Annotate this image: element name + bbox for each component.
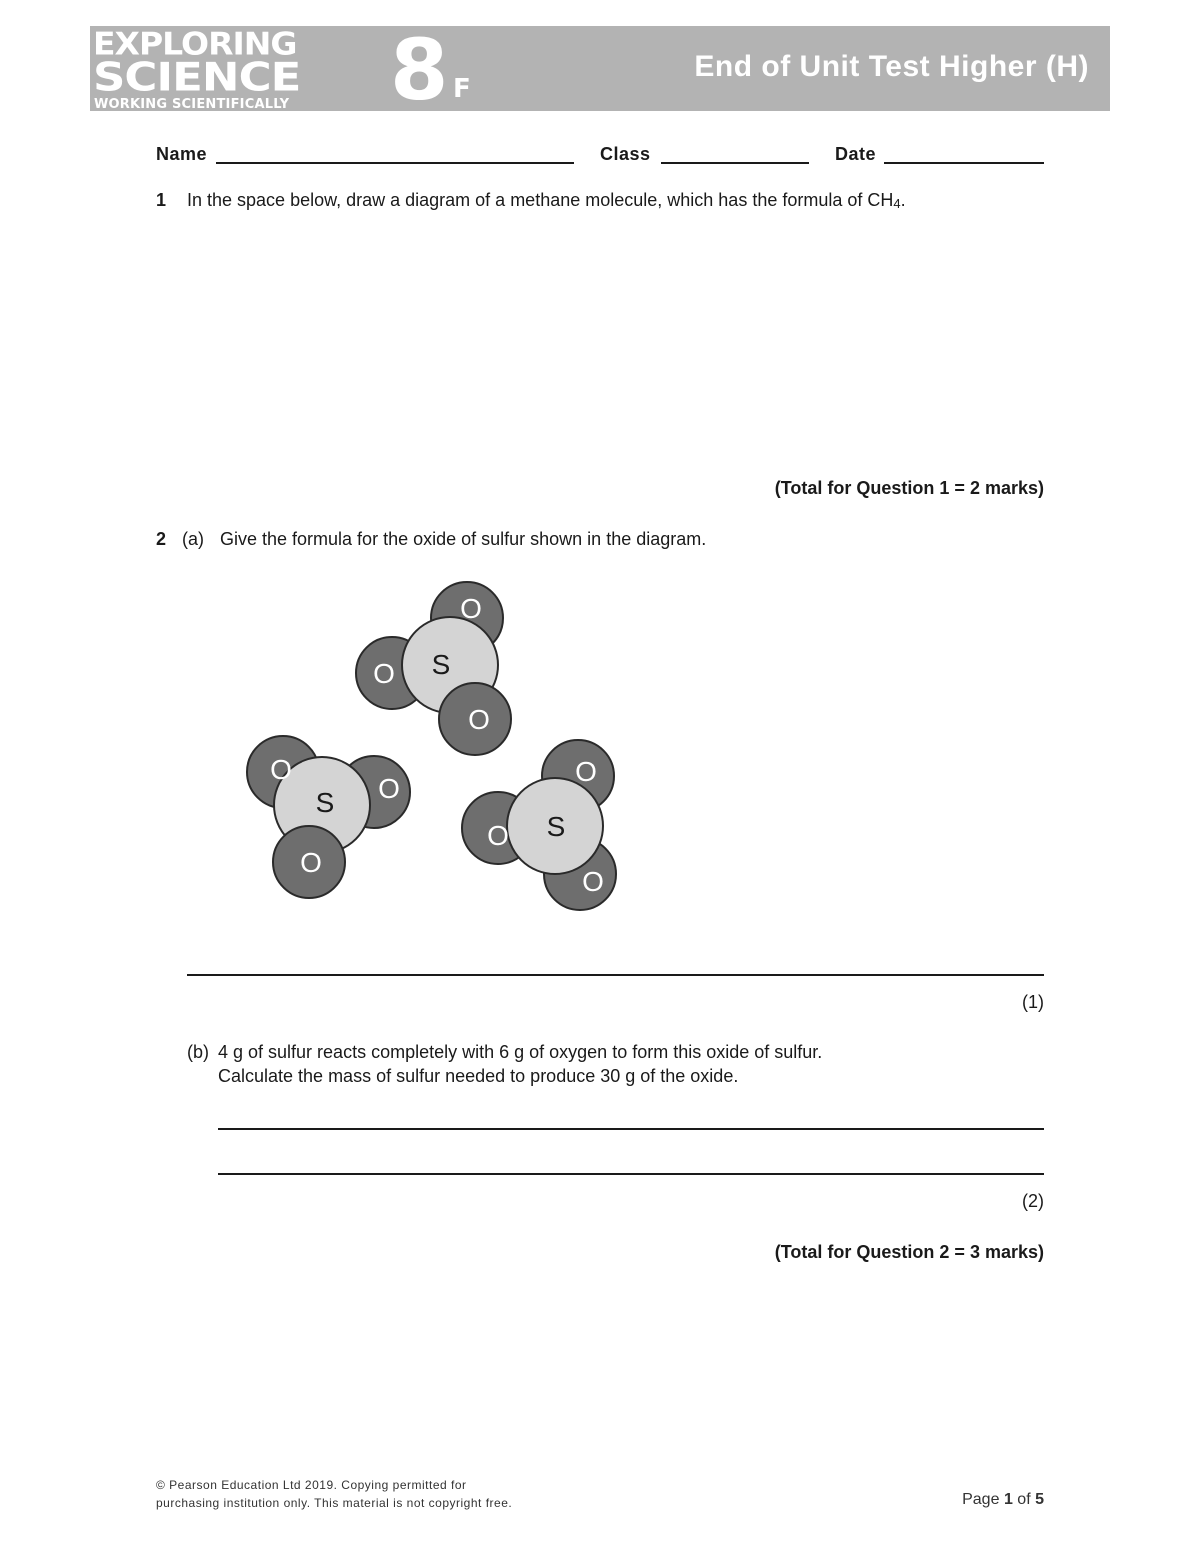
question-2b-text-line2: Calculate the mass of sulfur needed to produce 30 g of the oxide. (218, 1066, 739, 1086)
question-1-number: 1 (156, 190, 167, 210)
atom-label: O (460, 593, 482, 624)
atom-label: O (270, 754, 292, 785)
name-label: Name (156, 144, 208, 164)
unit-number: 8 (390, 21, 449, 119)
question-2-number: 2 (156, 529, 167, 549)
date-field[interactable] (884, 162, 1044, 164)
atom-label: O (468, 704, 490, 735)
atom-label: O (300, 847, 322, 878)
class-label: Class (600, 144, 651, 164)
atom-label: O (582, 866, 604, 897)
exploring-science-logo (90, 26, 390, 111)
copyright-notice (156, 1476, 512, 1512)
question-1-text (187, 188, 906, 216)
page-of: of (1017, 1491, 1031, 1508)
date-label: Date (835, 144, 877, 164)
question-2b-text-line1: 4 g of sulfur reacts completely with 6 g of oxygen to form this oxide of sulfur. (218, 1042, 823, 1062)
question-2-total: (Total for Question 2 = 3 marks) (774, 1242, 1044, 1262)
atom-label: S (431, 649, 451, 680)
question-2b-marks: (2) (1022, 1191, 1044, 1211)
atom-label: S (315, 787, 335, 818)
question-2b-answer-line-2[interactable] (218, 1173, 1044, 1175)
atom-label: O (373, 658, 395, 689)
atom-label: O (378, 773, 400, 804)
question-1-text-main: In the space below, draw a diagram of a methane molecule, which has the formula of CH (187, 190, 894, 210)
copyright-line-1: © Pearson Education Ltd 2019. Copying permitted for (156, 1478, 467, 1492)
header-band (90, 21, 1110, 119)
atom-label: O (487, 820, 509, 851)
question-2a-label: (a) (182, 529, 204, 549)
name-field[interactable] (216, 162, 574, 164)
question-1-drawing-area[interactable] (156, 220, 1044, 470)
sulfur-trioxide-diagram (240, 578, 630, 918)
logo-line1: EXPLORING (93, 25, 297, 63)
question-2a-answer-line[interactable] (187, 974, 1044, 976)
class-field[interactable] (661, 162, 809, 164)
question-1-text-end: . (900, 190, 906, 210)
page-number (962, 1491, 1044, 1509)
unit-letter: F (453, 74, 471, 104)
question-2a-text: Give the formula for the oxide of sulfur shown in the diagram. (220, 529, 707, 549)
test-title: End of Unit Test Higher (H) (694, 50, 1089, 83)
question-2b-label: (b) (187, 1042, 209, 1062)
copyright-line-2: purchasing institution only. This material is not copyright free. (156, 1496, 513, 1510)
question-2a-marks: (1) (1022, 992, 1044, 1012)
question-1-total: (Total for Question 1 = 2 marks) (774, 478, 1044, 498)
page-prefix: Page (962, 1491, 1000, 1508)
question-1-subscript: 4 (893, 196, 901, 211)
atom-label: S (546, 811, 566, 842)
logo-line2: SCIENCE (93, 53, 301, 101)
page-current: 1 (1003, 1491, 1013, 1508)
page-total: 5 (1035, 1491, 1044, 1508)
logo-line3: WORKING SCIENTIFICALLY (94, 97, 290, 112)
question-2b-answer-line-1[interactable] (218, 1128, 1044, 1130)
atom-label: O (575, 756, 597, 787)
